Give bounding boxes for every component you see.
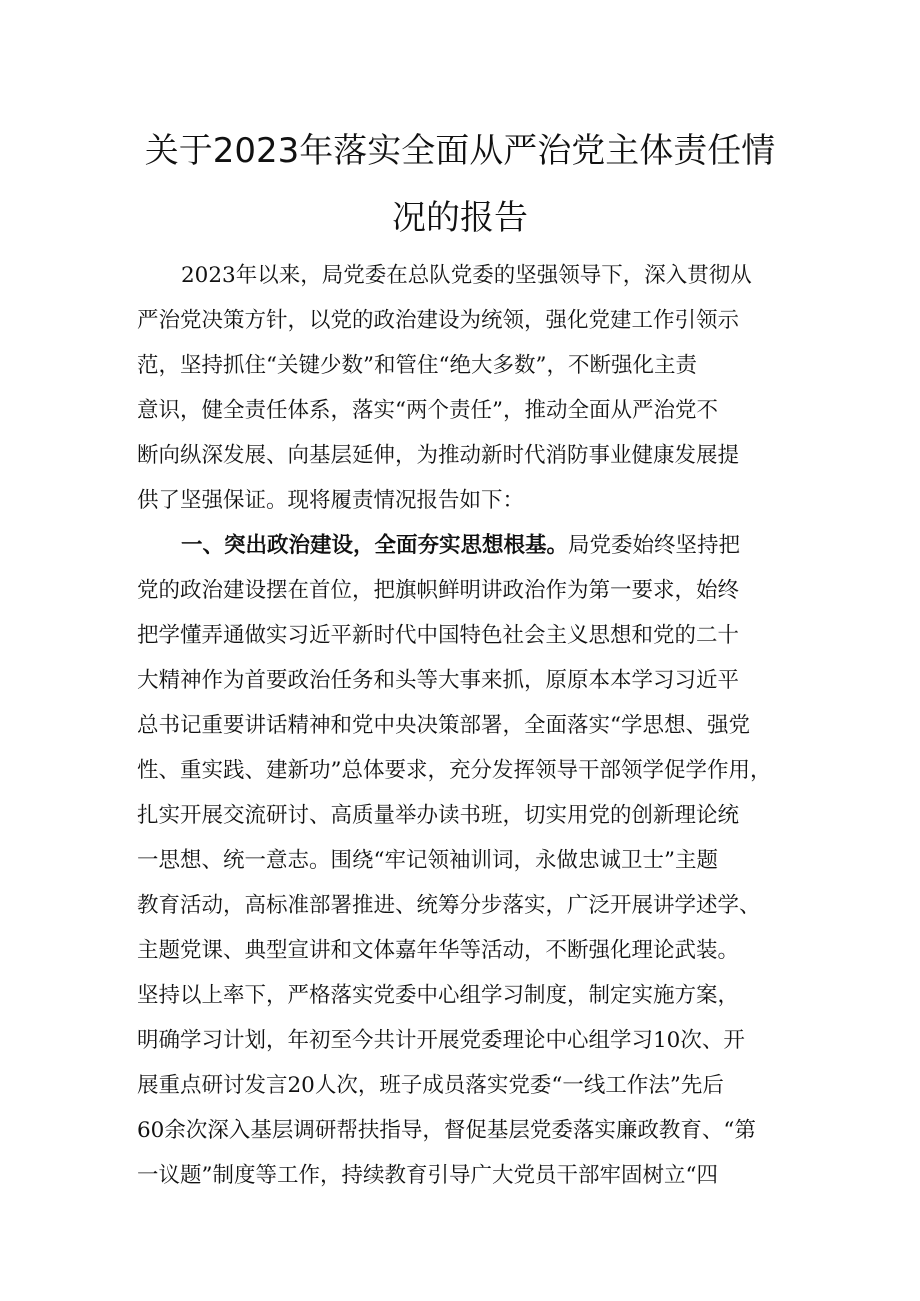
paragraph-line: 主题党课、典型宣讲和文体嘉年华等活动，不断强化理论武装。 [137,938,740,963]
document-body [137,253,797,1198]
paragraph-line: 供了坚强保证。现将履责情况报告如下： [137,488,525,513]
paragraph-text: 局党委始终坚持把 [568,533,741,558]
paragraph-line: 意识，健全责任体系，落实“两个责任”，推动全面从严治党不 [137,398,718,423]
paragraph-line: 把学懂弄通做实习近平新时代中国特色社会主义思想和党的二十 [137,623,740,648]
section-heading: 一、突出政治建设，全面夯实思想根基。 [181,533,569,558]
paragraph-line: 坚持以上率下，严格落实党委中心组学习制度，制定实施方案， [137,983,740,1008]
paragraph-line: 大精神作为首要政治任务和头等大事来抓，原原本本学习习近平 [137,668,740,693]
paragraph-line: 严治党决策方针，以党的政治建设为统领，强化党建工作引领示 [137,308,740,333]
paragraph-line: 2023年以来，局党委在总队党委的坚强领导下，深入贯彻从 [181,263,752,288]
paragraph-line: 断向纵深发展、向基层延伸，为推动新时代消防事业健康发展提 [137,443,740,468]
paragraph-line: 党的政治建设摆在首位，把旗帜鲜明讲政治作为第一要求，始终 [137,578,740,603]
paragraph-line: 明确学习计划，年初至今共计开展党委理论中心组学习10次、开 [137,1028,745,1053]
paragraph-line: 扎实开展交流研讨、高质量举办读书班，切实用党的创新理论统 [137,803,740,828]
paragraph-line: 一思想、统一意志。围绕“牢记领袖训词，永做忠诚卫士”主题 [137,848,718,873]
paragraph-line: 范，坚持抓住“关键少数”和管住“绝大多数”，不断强化主责 [137,353,697,378]
paragraph-line: 一议题”制度等工作，持续教育引导广大党员干部牢固树立“四 [137,1163,718,1188]
paragraph-line: 性、重实践、建新功”总体要求，充分发挥领导干部领学促学作用， [137,758,772,783]
paragraph-line: 60余次深入基层调研帮扶指导，督促基层党委落实廉政教育、“第 [137,1118,756,1143]
paragraph-line: 总书记重要讲话精神和党中央决策部署，全面落实“学思想、强党 [137,713,750,738]
document-title-line-2: 况的报告 [392,198,528,238]
section-heading-line [137,523,797,568]
document-title-line-1: 关于2023年落实全面从严治党主体责任情 [144,131,776,171]
paragraph-line: 展重点研讨发言20人次，班子成员落实党委“一线工作法”先后 [137,1073,724,1098]
paragraph-line: 教育活动，高标准部署推进、统筹分步落实，广泛开展讲学述学、 [137,893,761,918]
